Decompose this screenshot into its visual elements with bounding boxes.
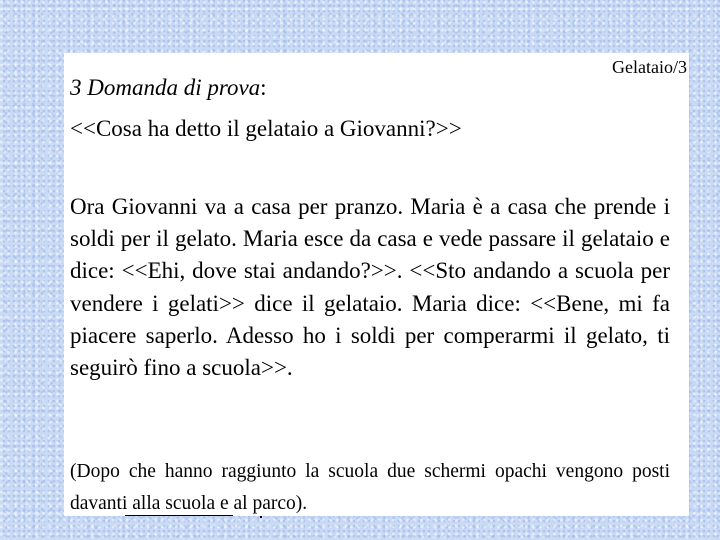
reference-label: Gelataio/3 [612, 57, 687, 77]
note-paragraph: (Dopo che hanno raggiunto la scuola due schermi opachi vengono posti davanti alla scuola e al parco). [70, 461, 670, 514]
question-text: <<Cosa ha detto il gelataio a Giovanni?>> [70, 116, 462, 141]
underline-mark [125, 515, 233, 516]
question-title-colon: : [260, 75, 267, 100]
question-title-text: 3 Domanda di prova [70, 75, 261, 100]
question-title [70, 75, 267, 101]
slide-panel [64, 53, 689, 516]
dot-mark [260, 516, 262, 518]
story-paragraph: Ora Giovanni va a casa per pranzo. Maria è a casa che prende i soldi per il gelato. Maria esce da casa e vede passare il gelataio e dice: <<Ehi, dove stai andando?>>. <<Sto andando a scuola per vendere i gelati>> dice il gelataio. Maria dice: <<Bene, mi fa piacere saperlo. Adesso ho i soldi per comperarmi il gelato, ti seguirò fino a scuola>>. [70, 194, 670, 381]
